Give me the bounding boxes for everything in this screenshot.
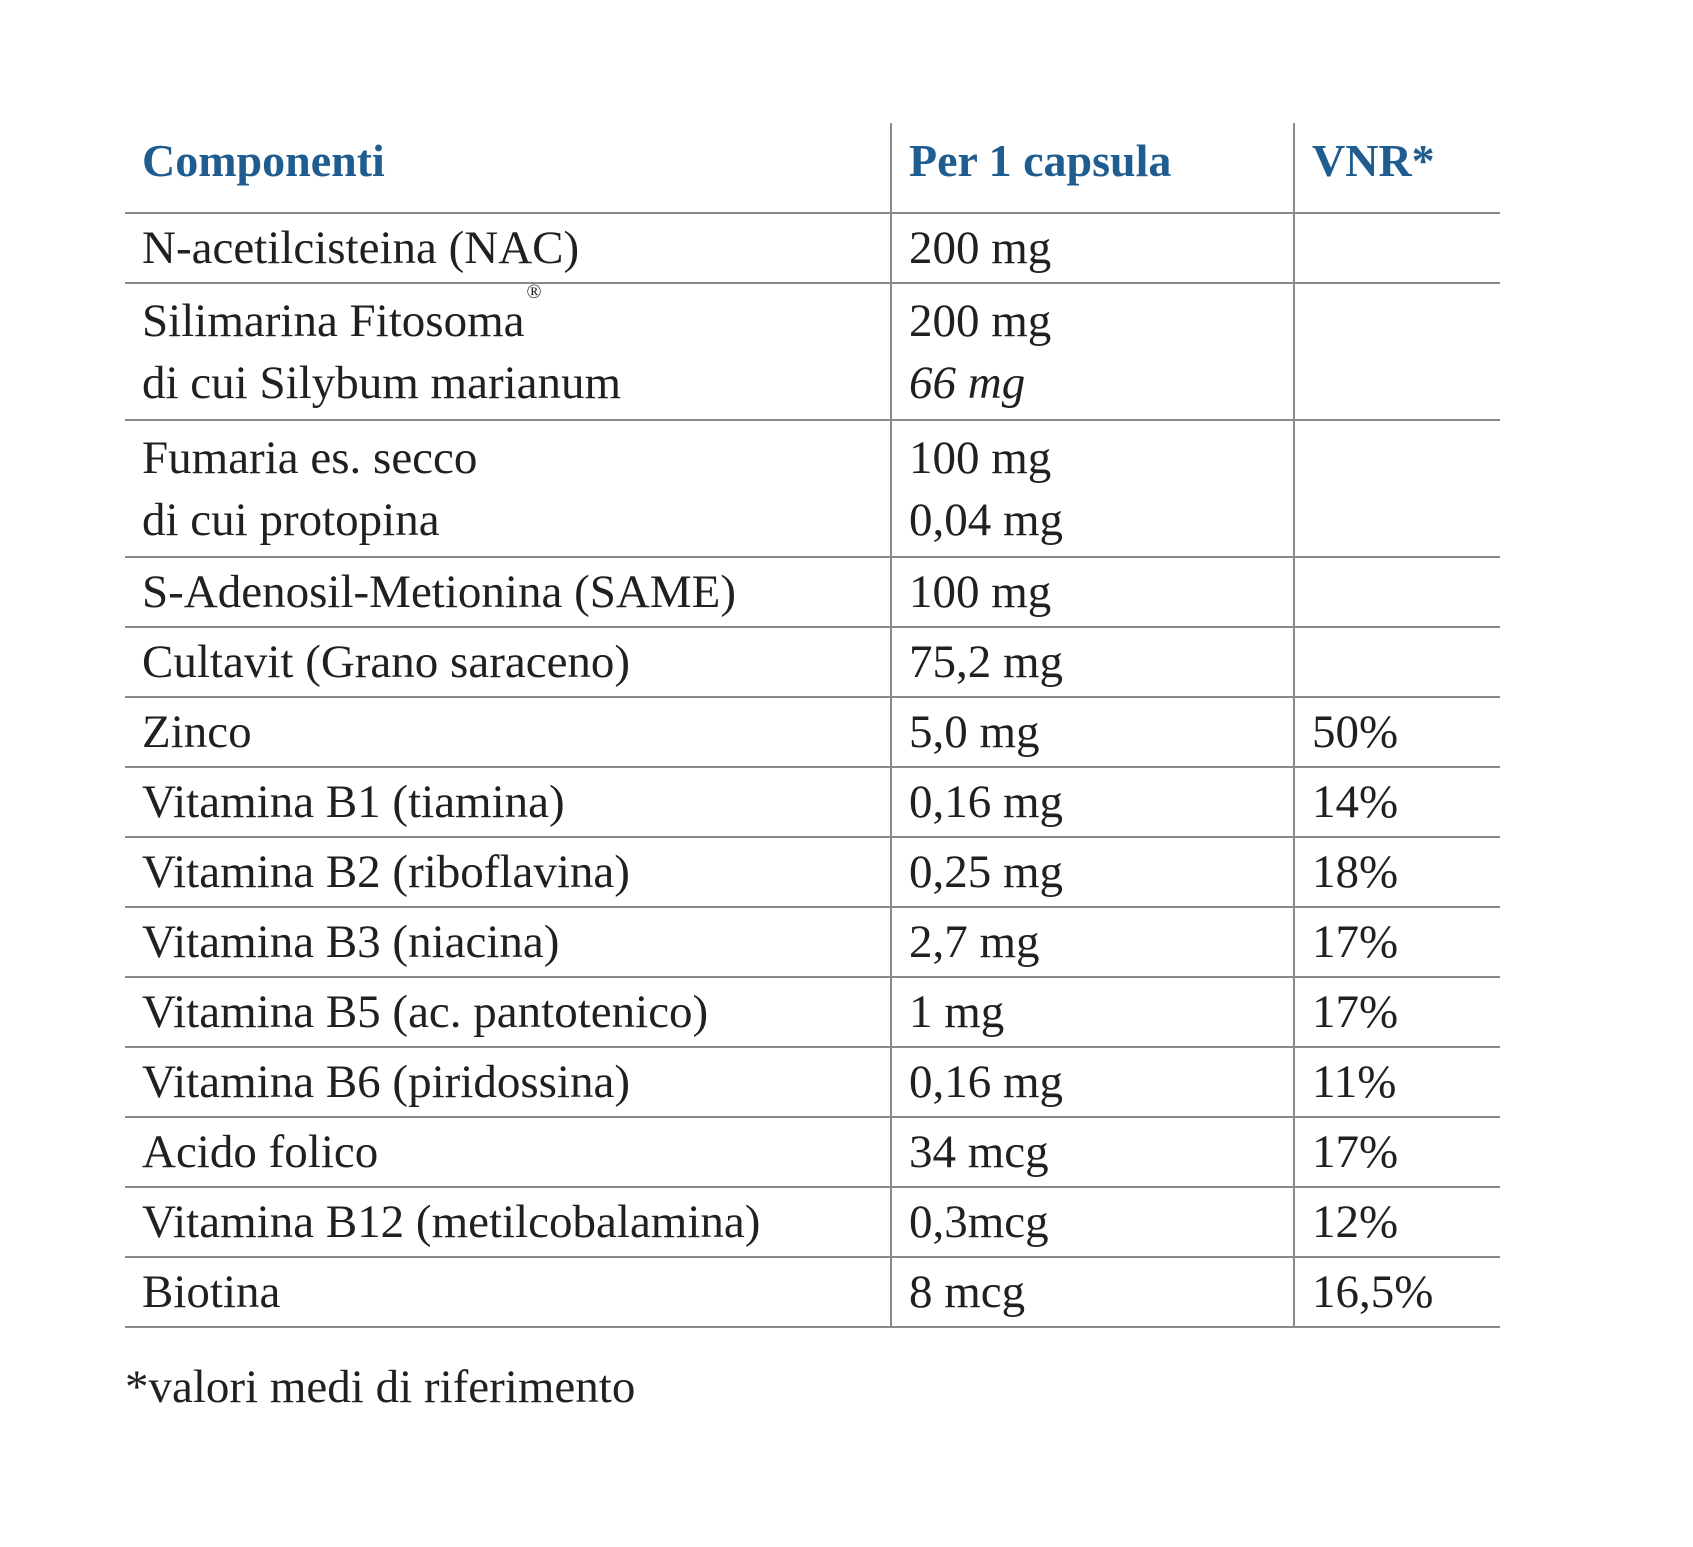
amount-cell xyxy=(891,213,1294,283)
vnr-value-line xyxy=(1312,842,1500,902)
component-cell xyxy=(125,767,891,837)
component-cell xyxy=(125,1047,891,1117)
amount-value: 66 mg xyxy=(909,356,1026,409)
amount-value-line xyxy=(909,352,1293,414)
table-body xyxy=(125,213,1500,1327)
component-cell xyxy=(125,1257,891,1327)
amount-value-line xyxy=(909,702,1293,762)
component-name: Cultavit (Grano saraceno) xyxy=(142,636,631,688)
amount-value-line xyxy=(909,562,1293,622)
amount-value: 8 mcg xyxy=(909,1266,1026,1318)
vnr-value: 17% xyxy=(1312,916,1399,968)
amount-cell xyxy=(891,697,1294,767)
vnr-value: 18% xyxy=(1312,846,1399,898)
vnr-cell xyxy=(1294,627,1500,697)
header-per-capsula: Per 1 capsula xyxy=(891,123,1294,213)
vnr-value-line xyxy=(1312,702,1500,762)
amount-value-line xyxy=(909,290,1293,352)
table-row xyxy=(125,1047,1500,1117)
vnr-cell xyxy=(1294,1117,1500,1187)
component-name-line xyxy=(142,427,890,489)
component-name: di cui Silybum marianum xyxy=(142,356,622,409)
component-name-line xyxy=(142,562,890,622)
component-cell xyxy=(125,837,891,907)
amount-value-line xyxy=(909,218,1293,278)
component-name: Biotina xyxy=(142,1266,281,1318)
amount-value-line xyxy=(909,489,1293,551)
table-row xyxy=(125,1117,1500,1187)
vnr-value: 11% xyxy=(1312,1056,1397,1108)
table-header xyxy=(125,123,1500,213)
vnr-value-line xyxy=(1312,912,1500,972)
component-name-line xyxy=(142,352,890,414)
component-name: Vitamina B2 (riboflavina) xyxy=(142,846,630,898)
amount-value: 0,16 mg xyxy=(909,1056,1064,1108)
component-name-line xyxy=(142,912,890,972)
component-name: Zinco xyxy=(142,706,252,758)
component-name-line xyxy=(142,281,890,352)
table-row xyxy=(125,1257,1500,1327)
component-name-line xyxy=(142,842,890,902)
vnr-cell xyxy=(1294,283,1500,420)
component-cell xyxy=(125,420,891,557)
vnr-cell xyxy=(1294,213,1500,283)
amount-value-line xyxy=(909,772,1293,832)
header-componenti: Componenti xyxy=(125,123,891,213)
vnr-cell xyxy=(1294,420,1500,557)
vnr-value-line xyxy=(1312,1122,1500,1182)
vnr-cell xyxy=(1294,837,1500,907)
amount-cell xyxy=(891,1257,1294,1327)
amount-value: 0,16 mg xyxy=(909,776,1064,828)
amount-value: 34 mcg xyxy=(909,1126,1049,1178)
amount-value: 5,0 mg xyxy=(909,706,1040,758)
amount-value-line xyxy=(909,632,1293,692)
vnr-cell xyxy=(1294,1257,1500,1327)
amount-cell xyxy=(891,420,1294,557)
component-name-line xyxy=(142,1122,890,1182)
table-row xyxy=(125,767,1500,837)
component-name-line xyxy=(142,489,890,551)
component-name-line xyxy=(142,1052,890,1112)
component-name: N-acetilcisteina (NAC) xyxy=(142,222,580,274)
component-cell xyxy=(125,213,891,283)
amount-cell xyxy=(891,1187,1294,1257)
vnr-value: 50% xyxy=(1312,706,1399,758)
component-name-line xyxy=(142,1192,890,1252)
amount-value-line xyxy=(909,982,1293,1042)
amount-cell xyxy=(891,627,1294,697)
amount-value: 200 mg xyxy=(909,222,1052,274)
amount-value-line xyxy=(909,912,1293,972)
vnr-value: 17% xyxy=(1312,1126,1399,1178)
amount-value: 100 mg xyxy=(909,566,1052,618)
table-row xyxy=(125,420,1500,557)
component-name-line xyxy=(142,702,890,762)
vnr-cell xyxy=(1294,1187,1500,1257)
component-cell xyxy=(125,1117,891,1187)
table-row xyxy=(125,557,1500,627)
component-cell xyxy=(125,977,891,1047)
amount-value-line xyxy=(909,427,1293,489)
vnr-cell xyxy=(1294,1047,1500,1117)
table-row xyxy=(125,213,1500,283)
amount-cell xyxy=(891,767,1294,837)
amount-value: 75,2 mg xyxy=(909,636,1064,688)
component-cell xyxy=(125,557,891,627)
component-name: Fumaria es. secco xyxy=(142,431,478,484)
component-name: Vitamina B6 (piridossina) xyxy=(142,1056,630,1108)
component-cell xyxy=(125,627,891,697)
table-row xyxy=(125,697,1500,767)
component-name: S-Adenosil-Metionina (SAME) xyxy=(142,566,736,618)
component-name: Silimarina Fitosoma xyxy=(142,294,525,347)
vnr-value: 12% xyxy=(1312,1196,1399,1248)
component-name: Vitamina B5 (ac. pantotenico) xyxy=(142,986,709,1038)
component-name: Vitamina B12 (metilcobalamina) xyxy=(142,1196,761,1248)
amount-value: 2,7 mg xyxy=(909,916,1040,968)
header-vnr: VNR* xyxy=(1294,123,1500,213)
table-row xyxy=(125,627,1500,697)
amount-value: 100 mg xyxy=(909,431,1052,484)
amount-cell xyxy=(891,283,1294,420)
vnr-cell xyxy=(1294,697,1500,767)
vnr-cell xyxy=(1294,907,1500,977)
header-row xyxy=(125,123,1500,213)
amount-cell xyxy=(891,837,1294,907)
amount-value-line xyxy=(909,1052,1293,1112)
footnote: *valori medi di riferimento xyxy=(125,1361,636,1413)
component-name-line xyxy=(142,1262,890,1322)
vnr-cell xyxy=(1294,977,1500,1047)
amount-cell xyxy=(891,1047,1294,1117)
component-name: Vitamina B3 (niacina) xyxy=(142,916,560,968)
component-name: Acido folico xyxy=(142,1126,379,1178)
vnr-value: 16,5% xyxy=(1312,1266,1434,1318)
vnr-value-line xyxy=(1312,772,1500,832)
amount-cell xyxy=(891,977,1294,1047)
amount-value-line xyxy=(909,842,1293,902)
amount-value: 0,25 mg xyxy=(909,846,1064,898)
registered-mark: ® xyxy=(526,281,542,304)
component-cell xyxy=(125,1187,891,1257)
component-cell xyxy=(125,283,891,420)
component-cell xyxy=(125,907,891,977)
component-name-line xyxy=(142,982,890,1042)
table-row xyxy=(125,977,1500,1047)
amount-value: 1 mg xyxy=(909,986,1005,1038)
amount-cell xyxy=(891,557,1294,627)
vnr-value-line xyxy=(1312,1192,1500,1252)
amount-value-line xyxy=(909,1262,1293,1322)
nutrition-table xyxy=(125,123,1500,1328)
amount-value: 200 mg xyxy=(909,294,1052,347)
amount-value-line xyxy=(909,1122,1293,1182)
component-name: di cui protopina xyxy=(142,493,440,546)
vnr-value: 17% xyxy=(1312,986,1399,1038)
vnr-value: 14% xyxy=(1312,776,1399,828)
amount-value: 0,3mcg xyxy=(909,1196,1049,1248)
amount-cell xyxy=(891,1117,1294,1187)
table-row xyxy=(125,837,1500,907)
vnr-value-line xyxy=(1312,1262,1500,1322)
component-cell xyxy=(125,697,891,767)
amount-cell xyxy=(891,907,1294,977)
table-row xyxy=(125,283,1500,420)
component-name-line xyxy=(142,218,890,278)
amount-value-line xyxy=(909,1192,1293,1252)
amount-value: 0,04 mg xyxy=(909,493,1064,546)
component-name: Vitamina B1 (tiamina) xyxy=(142,776,565,828)
vnr-value-line xyxy=(1312,1052,1500,1112)
vnr-cell xyxy=(1294,767,1500,837)
vnr-value-line xyxy=(1312,982,1500,1042)
vnr-cell xyxy=(1294,557,1500,627)
component-name-line xyxy=(142,632,890,692)
table-row xyxy=(125,907,1500,977)
table-row xyxy=(125,1187,1500,1257)
component-name-line xyxy=(142,772,890,832)
